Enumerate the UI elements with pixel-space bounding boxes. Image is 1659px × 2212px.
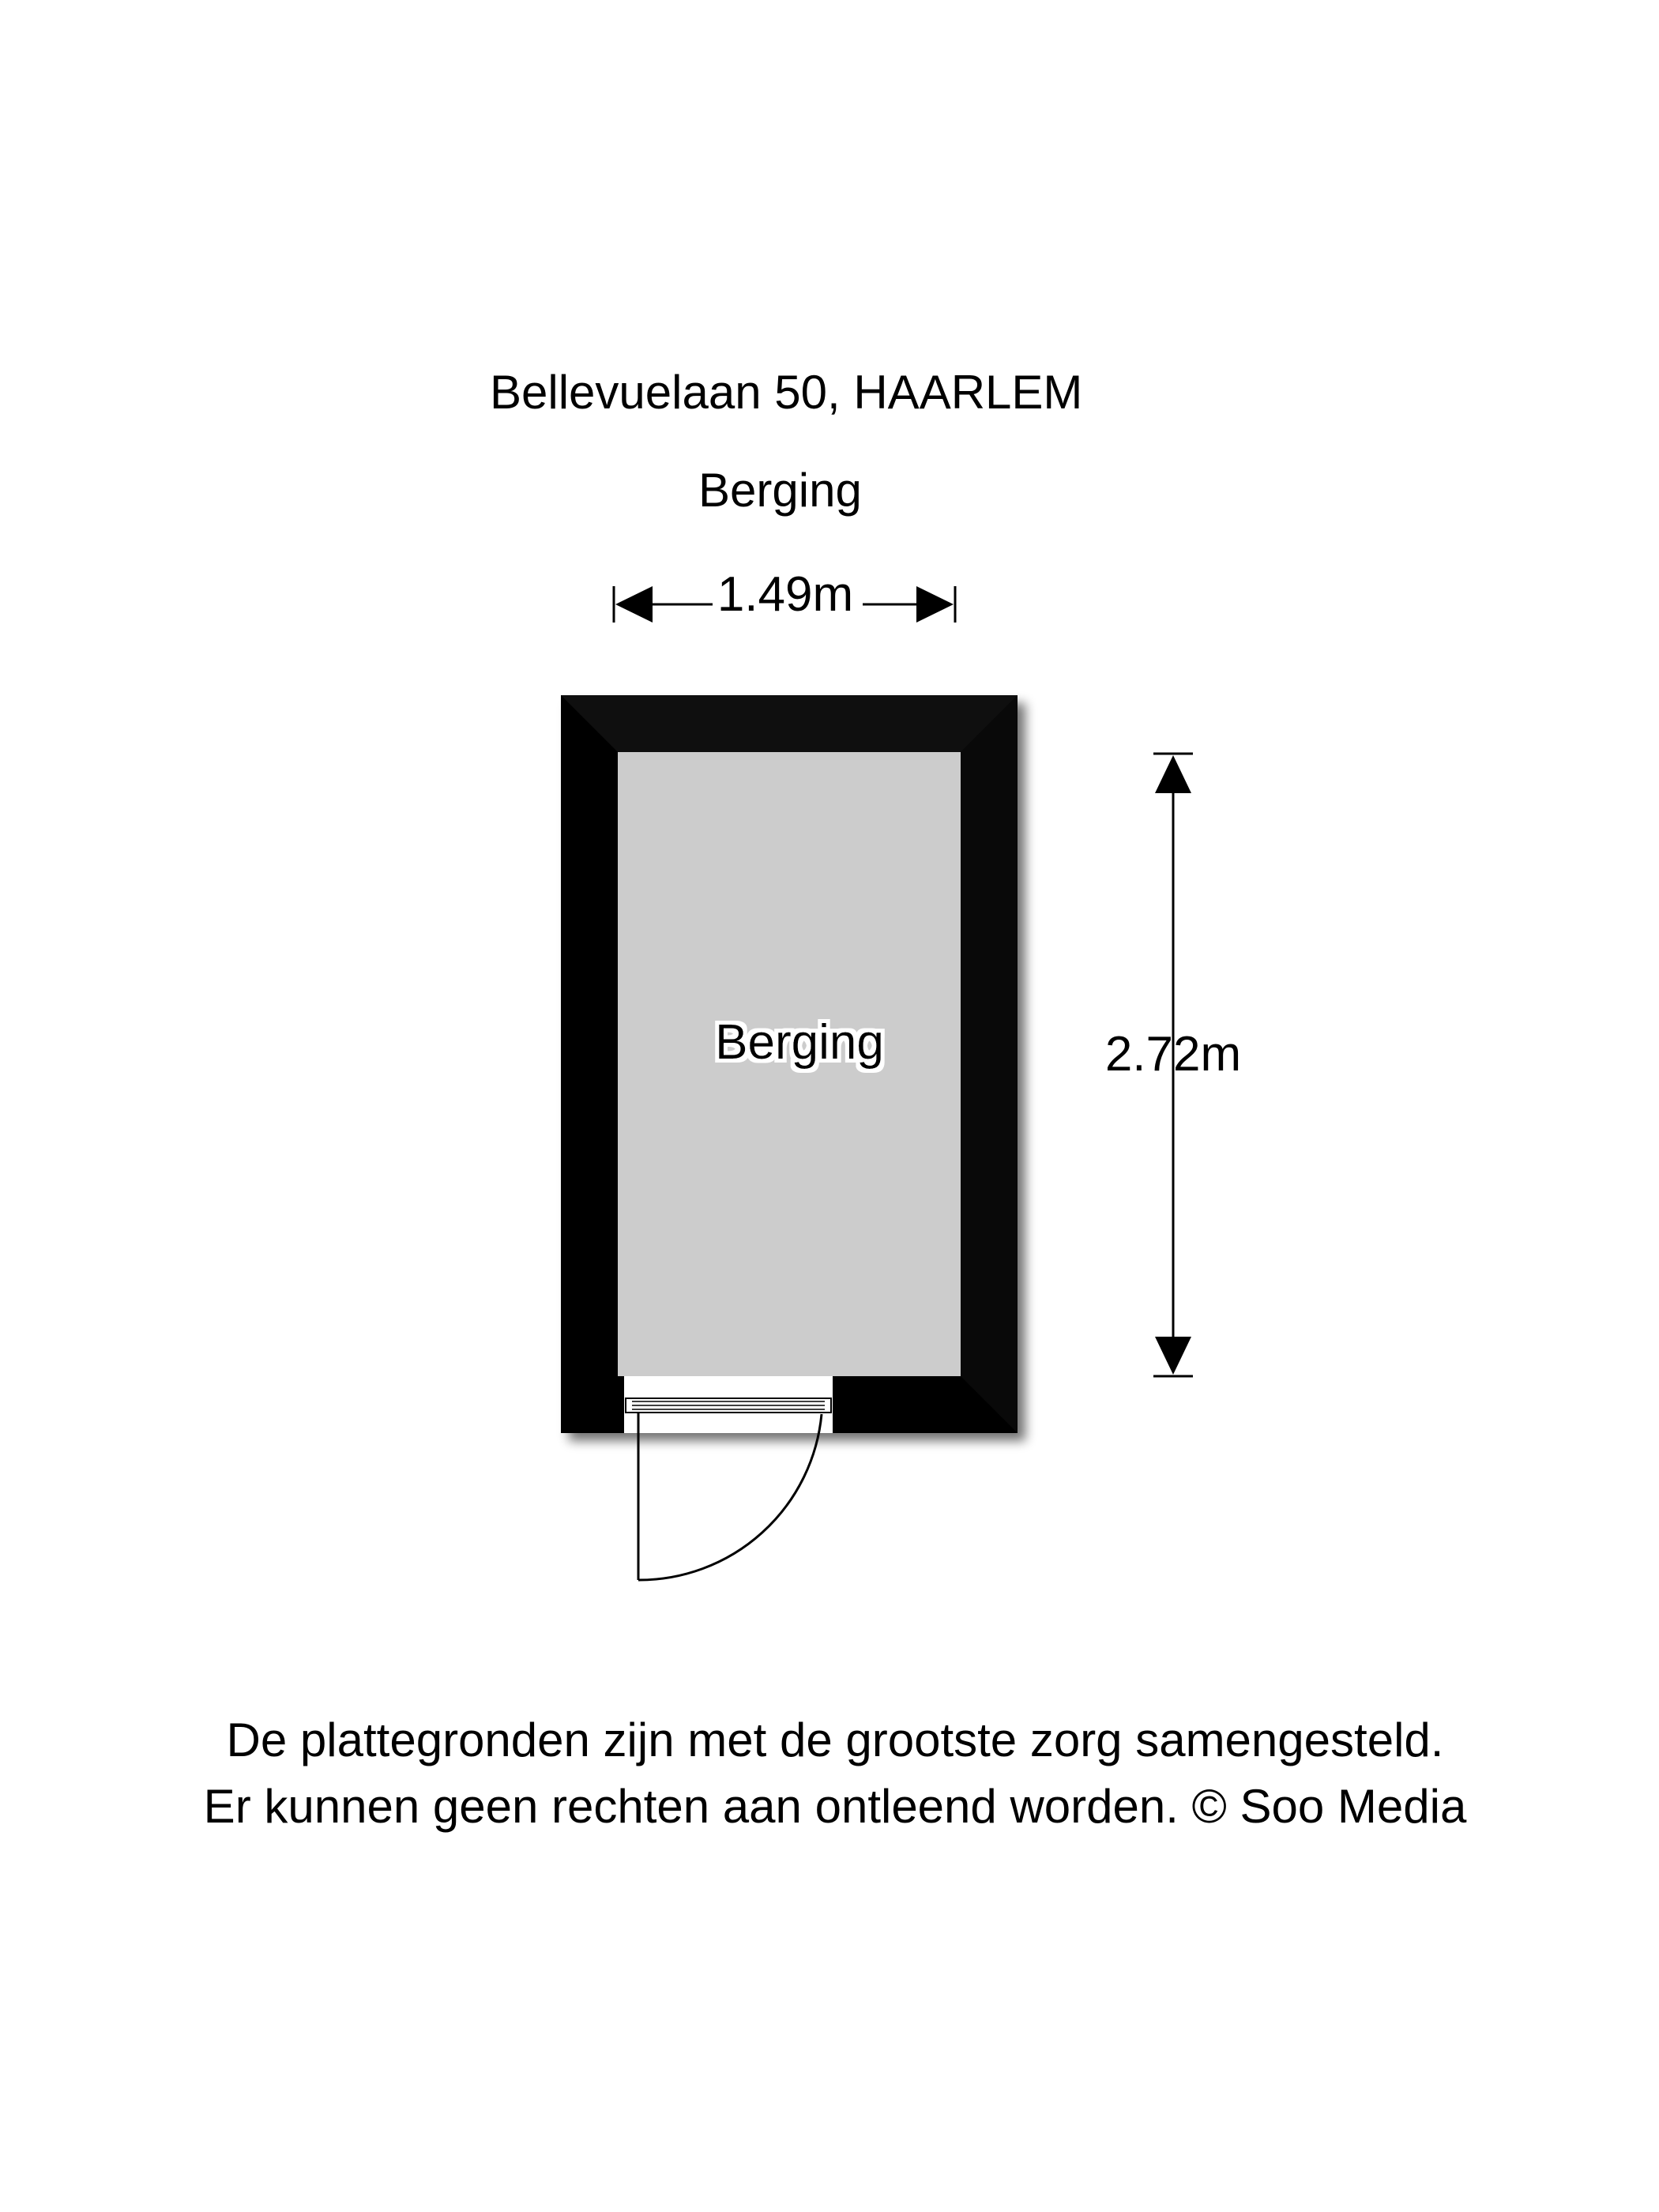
width-dimension-label: 1.49m: [717, 567, 854, 622]
depth-dim-top-arrow: [1155, 755, 1191, 793]
depth-dimension: [1105, 754, 1241, 1376]
disclaimer-line-1: De plattegronden zijn met de grootste zorg samengesteld.: [226, 1714, 1444, 1766]
depth-dim-bottom-arrow: [1155, 1337, 1191, 1375]
door-swing-arc: [638, 1414, 822, 1580]
door: [624, 1376, 833, 1580]
depth-dimension-label: 2.72m: [1104, 1027, 1242, 1082]
floor-name-subtitle: Berging: [698, 464, 862, 517]
disclaimer-line-2: Er kunnen geen rechten aan ontleend worden. © Soo Media: [203, 1780, 1467, 1833]
width-dimension: [614, 567, 955, 623]
address-title: Bellevuelaan 50, HAARLEM: [490, 366, 1083, 419]
width-dim-left-arrow: [615, 586, 653, 623]
room-label: Berging: [715, 1015, 884, 1070]
width-dim-right-arrow: [916, 586, 954, 623]
